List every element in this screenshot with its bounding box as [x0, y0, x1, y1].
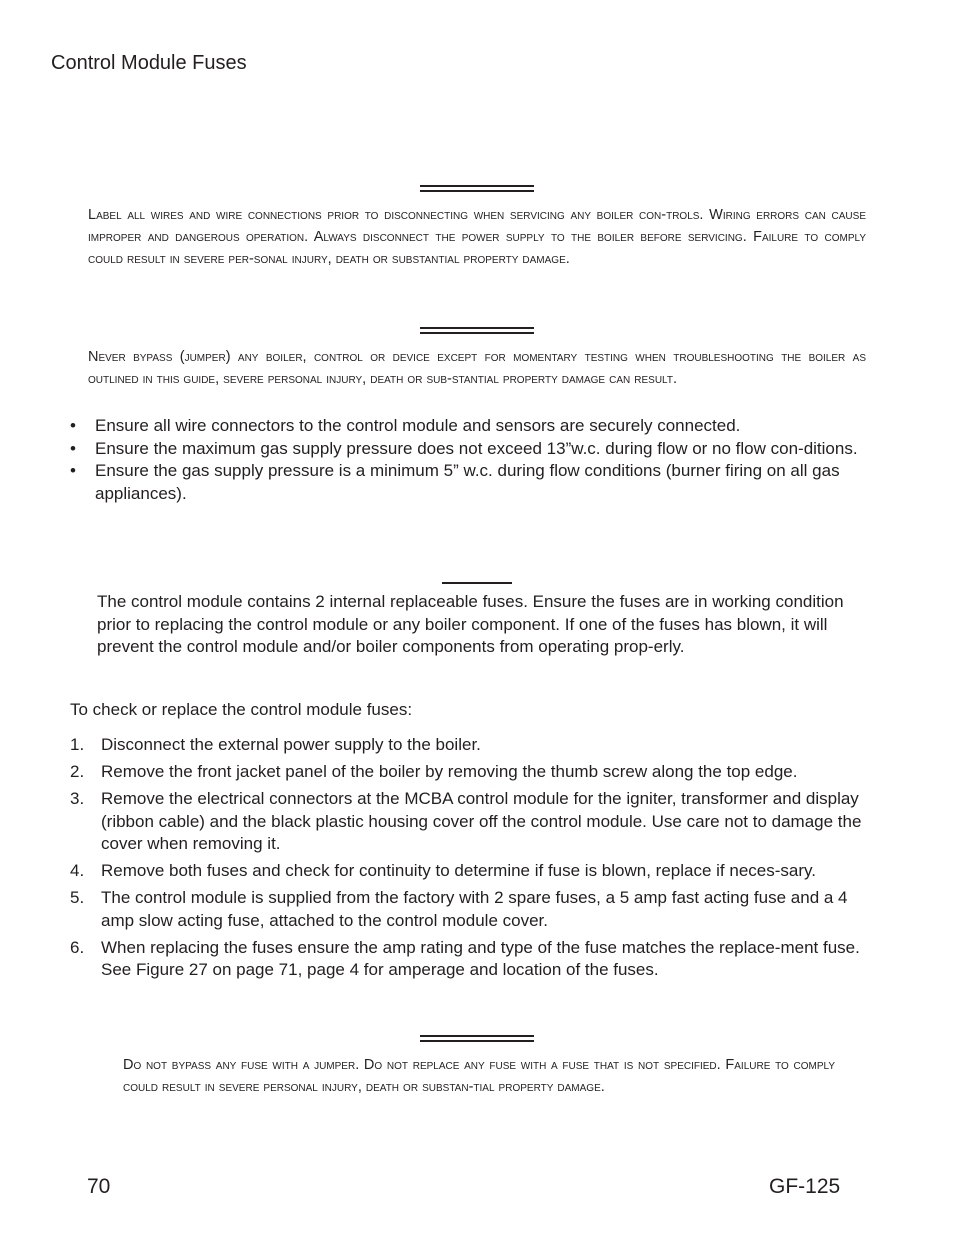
- list-item: 5. The control module is supplied from the factory with 2 spare fuses, a 5 amp fast acting fuse and a 4 amp slow acting fuse, attached to the control module cover.: [70, 888, 848, 930]
- notice-rule: [442, 582, 512, 584]
- checklist: [70, 415, 885, 505]
- list-item: 4. Remove both fuses and check for continuity to determine if fuse is blown, replace if neces-sary.: [70, 861, 816, 880]
- list-item: • Ensure all wire connectors to the control module and sensors are securely connected.: [70, 416, 741, 435]
- warning-text-1: Label all wires and wire connections prior to disconnecting when servicing any boiler con-trols. Wiring errors can cause improper and dangerous operation. Always disconnect the power supply to the boiler before servicing. Failure to comply could result in severe per-sonal injury, death or substantial property damage.: [88, 207, 866, 267]
- warning-rule: [420, 1035, 534, 1042]
- steps-list: [70, 734, 885, 986]
- warning-text-2: Never bypass (jumper) any boiler, control or device except for momentary testing when troubleshooting the boiler as outlined in this guide, severe personal injury, death or sub-stantial property damage can result.: [88, 349, 866, 387]
- list-item: 6. When replacing the fuses ensure the amp rating and type of the fuse matches the replace-ment fuse. See Figure 27 on page 71, page 4 for amperage and location of the fuses.: [70, 937, 860, 979]
- model-number: GF-125: [769, 1175, 841, 1198]
- list-item: 3. Remove the electrical connectors at the MCBA control module for the igniter, transformer and display (ribbon cable) and the black plastic housing cover off the control module. Use care not to damage the cover when removing it.: [70, 789, 862, 853]
- notice-text: The control module contains 2 internal replaceable fuses. Ensure the fuses are in working condition prior to replacing the control module or any boiler component. If one of the fuses has blown, it will prevent the control module and/or boiler components from operating prop-erly.: [97, 592, 844, 656]
- page-title: Control Module Fuses: [51, 52, 247, 74]
- warning-rule: [420, 327, 534, 334]
- list-item: 1. Disconnect the external power supply to the boiler.: [70, 735, 481, 754]
- list-item: 2. Remove the front jacket panel of the boiler by removing the thumb screw along the top edge.: [70, 762, 798, 781]
- page-number: 70: [87, 1175, 111, 1198]
- warning-text-3: Do not bypass any fuse with a jumper. Do not replace any fuse with a fuse that is not specified. Failure to comply could result in severe personal injury, death or substan-tial property damage.: [123, 1057, 835, 1095]
- list-item: • Ensure the gas supply pressure is a minimum 5” w.c. during flow conditions (burner firing on all gas appliances).: [70, 461, 840, 503]
- warning-rule: [420, 185, 534, 192]
- intro-text: To check or replace the control module fuses:: [70, 700, 413, 719]
- list-item: • Ensure the maximum gas supply pressure does not exceed 13”w.c. during flow or no flow con-ditions.: [70, 438, 858, 458]
